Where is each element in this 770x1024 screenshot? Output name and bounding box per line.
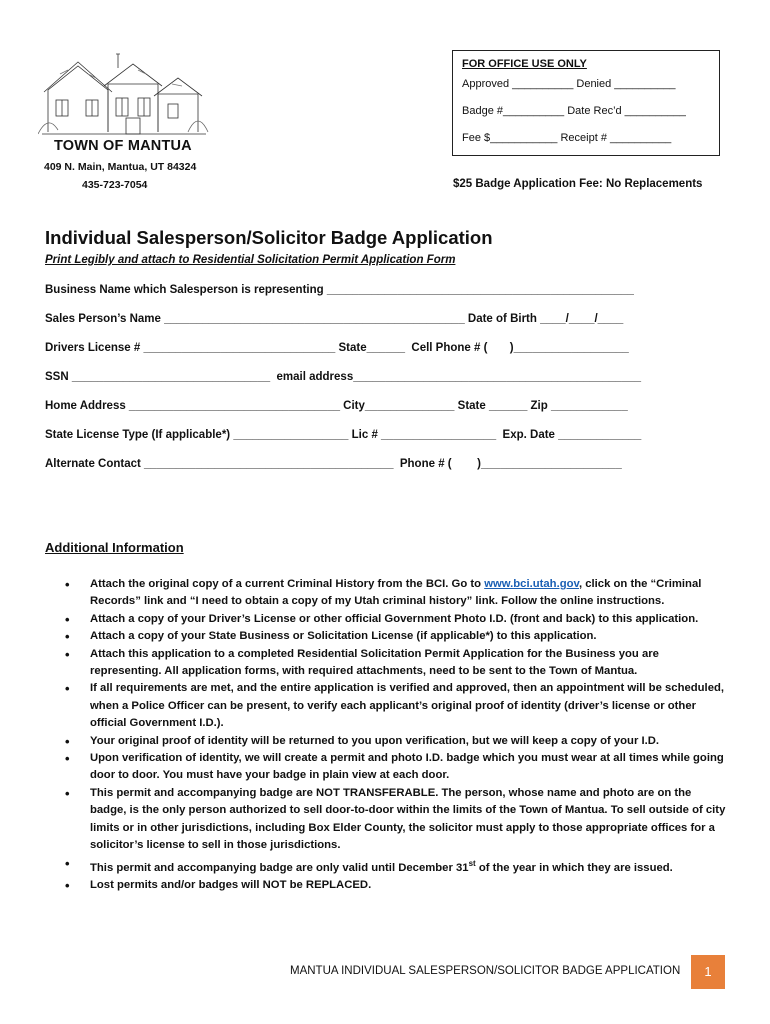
list-item: • This permit and accompanying badge are NOT TRANSFERABLE. The person, whose name and photo are on the badge, is the only person authorized to sell door-to-door within the limits of the Town of Mantua. To sell outside of city limits or in other jurisdictions, including Box Elder County, the solicitor must apply to those appropriate offices for a solicitor’s license to sell in those jurisdictions.	[62, 785, 727, 855]
office-use-box	[452, 50, 720, 156]
list-item: • Attach a copy of your State Business or Solicitation License (if applicable*) to this application.	[62, 628, 727, 645]
town-hall-drawing	[38, 44, 210, 136]
list-item: • Upon verification of identity, we will create a permit and photo I.D. badge which you must wear at all times while going door to door. You must have your badge in plain view at each door.	[62, 750, 727, 785]
town-name: TOWN OF MANTUA	[54, 138, 192, 154]
ssn-email-field[interactable]: SSN _______________________________ email address_____________________________________________	[45, 371, 642, 383]
requirements-list	[62, 576, 727, 894]
additional-info-heading: Additional Information	[45, 540, 184, 555]
list-item: • Your original proof of identity will be returned to you upon verification, but we will keep a copy of your I.D.	[62, 733, 727, 750]
home-address-field[interactable]: Home Address _________________________________ City______________ State ______ Zip ____________	[45, 400, 628, 412]
town-address: 409 N. Main, Mantua, UT 84324	[44, 161, 197, 173]
list-item: • Attach this application to a completed Residential Solicitation Permit Application for the Business you are representing. All application forms, with required attachments, need to be sent to the Town of Mantua.	[62, 646, 727, 681]
list-item: • Attach the original copy of a current Criminal History from the BCI. Go to www.bci.utah.gov, click on the “Criminal Records” link and “I need to obtain a copy of my Utah criminal history” link. Follow the online instructions.	[62, 576, 727, 611]
page-title: Individual Salesperson/Solicitor Badge Application	[45, 227, 493, 248]
office-approved-line: Approved __________ Denied __________	[462, 78, 676, 90]
office-use-title: FOR OFFICE USE ONLY	[462, 58, 587, 70]
page-number: 1	[691, 955, 725, 989]
footer-title: MANTUA INDIVIDUAL SALESPERSON/SOLICITOR BADGE APPLICATION	[290, 965, 681, 977]
salesperson-name-field[interactable]: Sales Person’s Name _______________________________________________ Date of Birth ____/____/____	[45, 313, 624, 325]
office-fee-line: Fee $___________ Receipt # __________	[462, 132, 672, 144]
list-item: • If all requirements are met, and the entire application is verified and approved, then an appointment will be scheduled, when a Police Officer can be present, to verify each applicant’s original proof of identity (driver’s license or other official Government I.D.).	[62, 680, 727, 732]
list-item: • Attach a copy of your Driver’s License or other official Government Photo I.D. (front and back) to this application.	[62, 611, 727, 628]
page-subtitle: Print Legibly and attach to Residential Solicitation Permit Application Form	[45, 254, 456, 266]
state-license-field[interactable]: State License Type (If applicable*) __________________ Lic # __________________ Exp. Date _____________	[45, 429, 642, 441]
list-item: • This permit and accompanying badge are only valid until December 31st of the year in which they are issued.	[62, 855, 727, 877]
bci-link[interactable]: www.bci.utah.gov	[484, 578, 579, 590]
alternate-contact-field[interactable]: Alternate Contact _______________________________________ Phone # ( )______________________	[45, 458, 622, 470]
list-item: • Lost permits and/or badges will NOT be REPLACED.	[62, 877, 727, 894]
business-name-field[interactable]: Business Name which Salesperson is representing ________________________________________________	[45, 284, 634, 296]
drivers-license-field[interactable]: Drivers License # ______________________________ State______ Cell Phone # ( )__________________	[45, 342, 629, 354]
town-phone: 435-723-7054	[82, 179, 148, 191]
fee-note: $25 Badge Application Fee: No Replacements	[453, 178, 703, 190]
office-badge-line: Badge #__________ Date Rec’d __________	[462, 105, 686, 117]
